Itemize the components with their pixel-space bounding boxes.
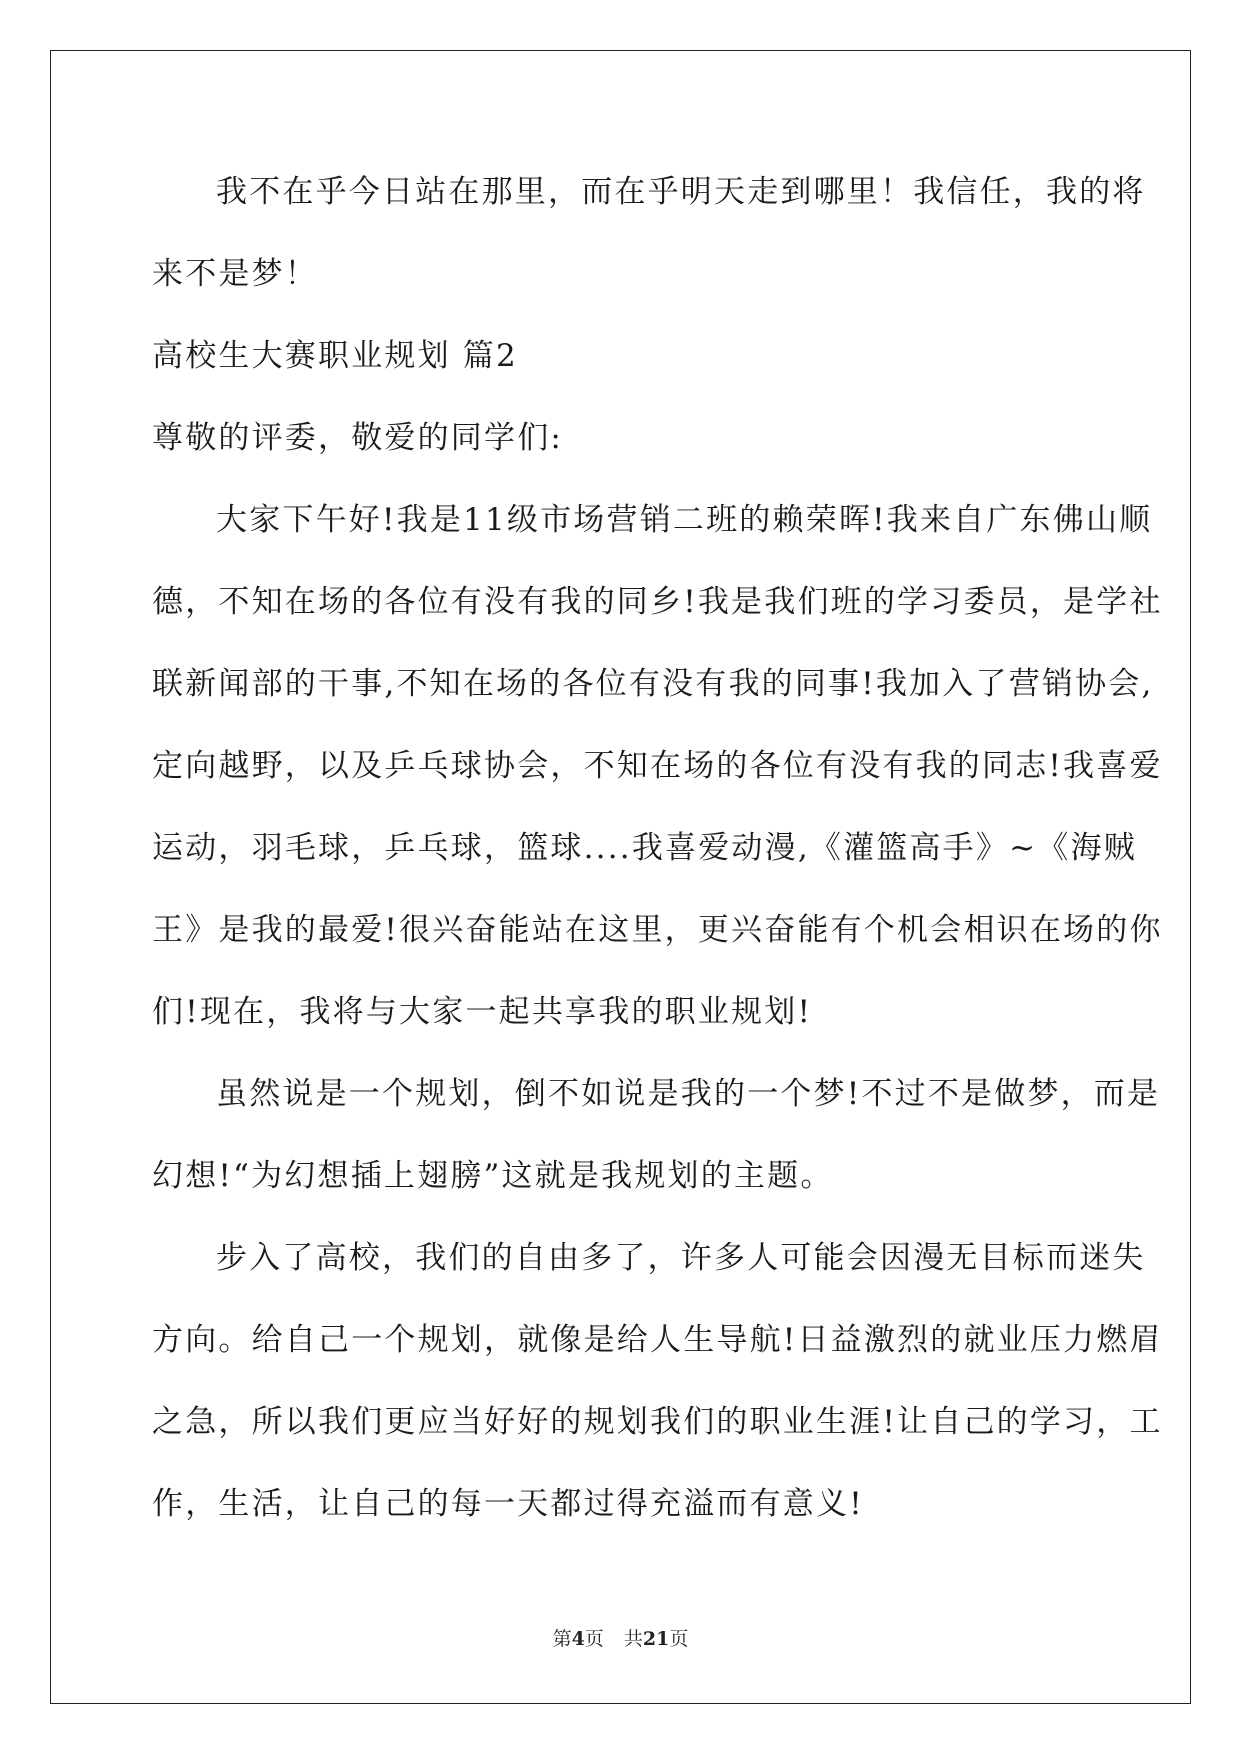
text-line: 们!现在，我将与大家一起共享我的职业规划!: [152, 994, 813, 1030]
text-line: 王》是我的最爱!很兴奋能站在这里，更兴奋能有个机会相识在场的你: [152, 912, 1163, 948]
current-page-number: 4: [571, 1628, 585, 1650]
text-line: 作，生活，让自己的每一天都过得充溢而有意义!: [152, 1486, 864, 1522]
page-prefix: 第: [552, 1628, 572, 1650]
text-line: 虽然说是一个规划，倒不如说是我的一个梦!不过不是做梦，而是: [216, 1076, 1161, 1112]
text-line: 方向。给自己一个规划，就像是给人生导航!日益激烈的就业压力燃眉: [152, 1322, 1163, 1358]
salutation: 尊敬的评委，敬爱的同学们:: [152, 420, 564, 456]
section-heading: 高校生大赛职业规划 篇2: [152, 338, 518, 374]
page-suffix: 页: [584, 1628, 604, 1650]
total-pages-number: 21: [642, 1628, 670, 1650]
total-suffix: 页: [669, 1628, 689, 1650]
text-line: 来不是梦！: [152, 256, 318, 292]
text-line: 联新闻部的干事,不知在场的各位有没有我的同事!我加入了营销协会,: [152, 666, 1154, 702]
text-line: 运动，羽毛球，乒乓球，篮球....我喜爱动漫,《灌篮高手》~《海贼: [152, 830, 1137, 866]
document-body: [152, 165, 1163, 1559]
text-line: 我不在乎今日站在那里，而在乎明天走到哪里！我信任，我的将: [216, 174, 1146, 210]
text-line: 步入了高校，我们的自由多了，许多人可能会因漫无目标而迷失: [216, 1240, 1146, 1276]
text-line: 德，不知在场的各位有没有我的同乡!我是我们班的学习委员，是学社: [152, 584, 1163, 620]
text-line: 幻想!“为幻想插上翅膀”这就是我规划的主题。: [152, 1158, 834, 1194]
text-line: 大家下午好!我是11级市场营销二班的赖荣晖!我来自广东佛山顺: [216, 502, 1153, 538]
total-prefix: 共: [623, 1628, 643, 1650]
text-line: 定向越野，以及乒乓球协会，不知在场的各位有没有我的同志!我喜爱: [152, 748, 1163, 784]
page-footer: [0, 1624, 1241, 1651]
text-line: 之急，所以我们更应当好好的规划我们的职业生涯!让自己的学习，工: [152, 1404, 1163, 1440]
